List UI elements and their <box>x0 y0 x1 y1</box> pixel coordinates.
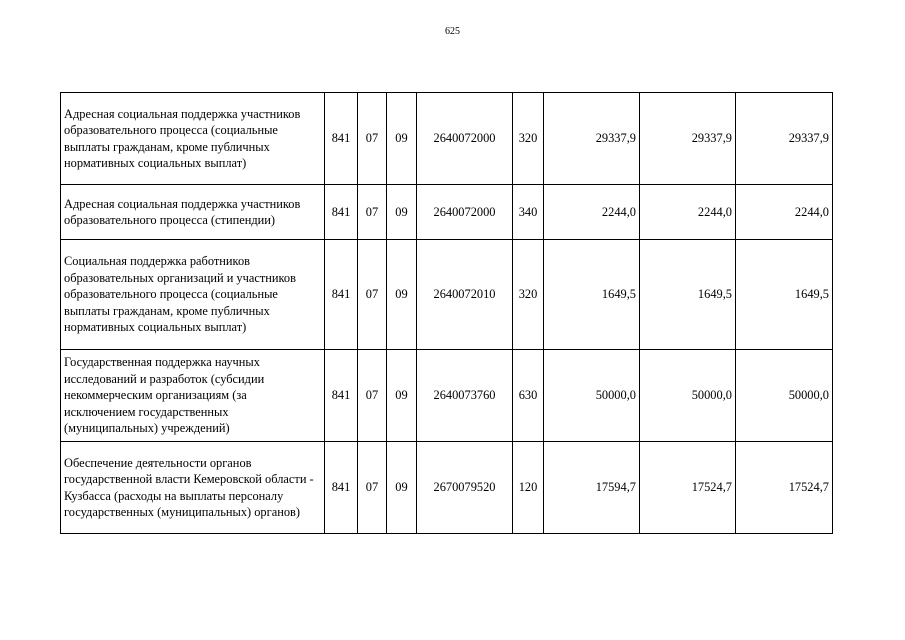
target-item-code: 2640072010 <box>417 240 513 350</box>
expense-type-code: 320 <box>513 240 544 350</box>
expense-type-code: 120 <box>513 442 544 534</box>
ministry-code: 841 <box>325 93 358 185</box>
amount-1: 50000,0 <box>544 350 640 442</box>
ministry-code: 841 <box>325 350 358 442</box>
section-code: 07 <box>358 442 387 534</box>
ministry-code: 841 <box>325 185 358 240</box>
amount-3: 50000,0 <box>736 350 833 442</box>
row-description: Обеспечение деятельности органов государственной власти Кемеровской области - Кузбасса (расходы на выплаты персоналу государственных (муниципальных) органов) <box>61 442 325 534</box>
amount-3: 17524,7 <box>736 442 833 534</box>
amount-3: 29337,9 <box>736 93 833 185</box>
amount-2: 17524,7 <box>640 442 736 534</box>
section-code: 07 <box>358 350 387 442</box>
table-row <box>61 442 833 534</box>
table-row <box>61 185 833 240</box>
section-code: 07 <box>358 240 387 350</box>
budget-table <box>60 92 833 534</box>
subsection-code: 09 <box>387 240 417 350</box>
ministry-code: 841 <box>325 240 358 350</box>
amount-1: 17594,7 <box>544 442 640 534</box>
expense-type-code: 320 <box>513 93 544 185</box>
page-number: 625 <box>445 26 460 37</box>
target-item-code: 2670079520 <box>417 442 513 534</box>
table-row <box>61 93 833 185</box>
section-code: 07 <box>358 93 387 185</box>
amount-1: 29337,9 <box>544 93 640 185</box>
amount-2: 1649,5 <box>640 240 736 350</box>
ministry-code: 841 <box>325 442 358 534</box>
row-description: Адресная социальная поддержка участников образовательного процесса (стипендии) <box>61 185 325 240</box>
amount-3: 2244,0 <box>736 185 833 240</box>
amount-2: 50000,0 <box>640 350 736 442</box>
row-description: Адресная социальная поддержка участников образовательного процесса (социальные выплаты гражданам, кроме публичных нормативных социальных выплат) <box>61 93 325 185</box>
table-row <box>61 240 833 350</box>
amount-2: 2244,0 <box>640 185 736 240</box>
subsection-code: 09 <box>387 350 417 442</box>
subsection-code: 09 <box>387 442 417 534</box>
subsection-code: 09 <box>387 93 417 185</box>
expense-type-code: 630 <box>513 350 544 442</box>
amount-3: 1649,5 <box>736 240 833 350</box>
amount-1: 2244,0 <box>544 185 640 240</box>
subsection-code: 09 <box>387 185 417 240</box>
amount-2: 29337,9 <box>640 93 736 185</box>
expense-type-code: 340 <box>513 185 544 240</box>
amount-1: 1649,5 <box>544 240 640 350</box>
row-description: Социальная поддержка работников образовательных организаций и участников образовательного процесса (социальные выплаты гражданам, кроме публичных нормативных социальных выплат) <box>61 240 325 350</box>
target-item-code: 2640073760 <box>417 350 513 442</box>
section-code: 07 <box>358 185 387 240</box>
row-description: Государственная поддержка научных исследований и разработок (субсидии некоммерческим организациям (за исключением государственных (муниципальных) учреждений) <box>61 350 325 442</box>
table-row <box>61 350 833 442</box>
target-item-code: 2640072000 <box>417 93 513 185</box>
target-item-code: 2640072000 <box>417 185 513 240</box>
